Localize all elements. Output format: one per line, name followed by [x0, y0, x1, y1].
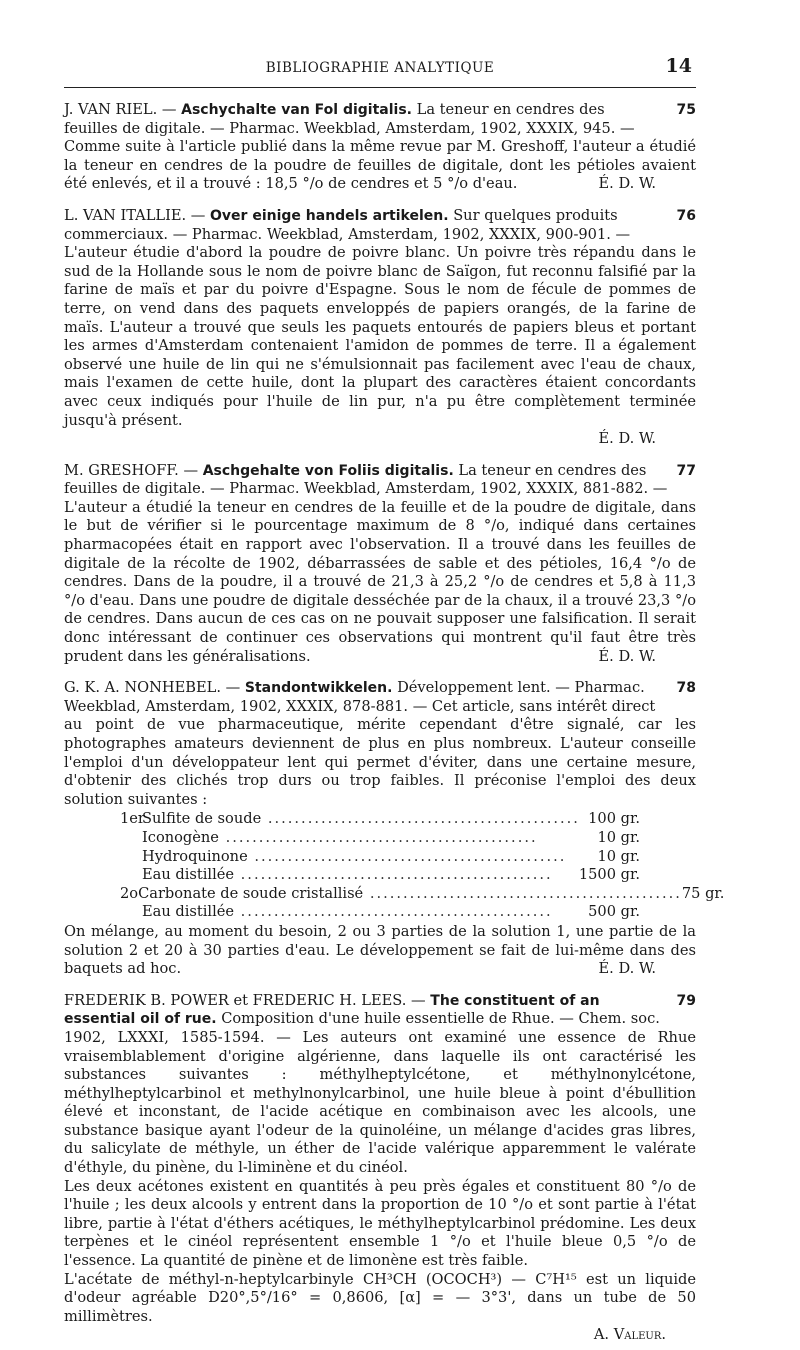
- entry-title: Over einige handels artikelen.: [210, 207, 449, 224]
- entry-76: [64, 207, 696, 449]
- entry-number: 75: [676, 102, 696, 118]
- running-title: BIBLIOGRAPHIE ANALYTIQUE: [265, 60, 495, 76]
- recipe-label: Eau distillée: [142, 903, 235, 921]
- entry-text: Weekblad, Amsterdam, 1902, XXXIX, 878-881. — Cet article, sans intérêt direct: [64, 697, 656, 715]
- recipe-label: Carbonate de soude cristallisé: [138, 884, 364, 902]
- leader-dots: ...............................................: [234, 903, 553, 921]
- entry-author: M. GRESHOFF. —: [64, 461, 199, 479]
- entry-78: [64, 679, 725, 979]
- recipe-prefix: [120, 866, 142, 885]
- page: [64, 55, 725, 1345]
- entry-title: Aschychalte van Fol digitalis.: [181, 102, 412, 118]
- recipe-row: [120, 810, 640, 829]
- entry-author: G. K. A. NONHEBEL. —: [64, 679, 241, 697]
- recipe-amount: 10 gr.: [597, 828, 640, 846]
- entry-heading-rest: Composition d'une huile essentielle de Rhue. — Chem. soc.: [221, 1010, 660, 1028]
- entry-text: commerciaux. — Pharmac. Weekblad, Amsterdam, 1902, XXXIX, 900-901. —: [64, 225, 631, 243]
- entry-number: 77: [676, 462, 696, 479]
- entry-text: On mélange, au moment du besoin, 2 ou 3 parties de la solution 1, une partie de la solution 2 et 20 à 30 parties d'eau. Le développement se fait de lui-même dans des baquets ad hoc.: [64, 922, 696, 978]
- recipe-row: [120, 829, 640, 848]
- recipe-amount: 500 gr.: [588, 903, 640, 921]
- recipe-label: Hydroquinone: [142, 847, 248, 865]
- recipe-prefix: [120, 903, 142, 922]
- entry-text: feuilles de digitale. — Pharmac. Weekblad, Amsterdam, 1902, XXXIX, 945. —: [64, 119, 635, 137]
- leader-dots: ...............................................: [218, 828, 538, 846]
- entry-author: J. VAN RIEL. —: [64, 101, 177, 118]
- entry-heading: [64, 992, 696, 1011]
- entry-heading: [64, 462, 696, 481]
- entry-heading-rest: Sur quelques produits: [453, 206, 618, 224]
- entry-heading: [64, 679, 696, 698]
- entry-signature: É. D. W.: [598, 175, 656, 193]
- entry-signature: É. D. W.: [598, 647, 656, 665]
- entry-title: Aschgehalte von Foliis digitalis.: [202, 462, 454, 479]
- recipe-prefix: 2o: [120, 884, 139, 902]
- recipe-amount: 75 gr.: [681, 884, 725, 902]
- leader-dots: ...............................................: [234, 866, 553, 884]
- entry-title-continued: essential oil of rue.: [64, 1011, 217, 1028]
- leader-dots: ...............................................: [261, 810, 580, 828]
- entry-79: [64, 992, 696, 1345]
- entry-77: [64, 462, 696, 667]
- recipe-table: [120, 810, 725, 922]
- running-header: [64, 55, 696, 80]
- entry-number: 78: [676, 680, 696, 697]
- entry-text: L'auteur a étudié la teneur en cendres de la feuille et de la poudre de digitale, dans le but de vérifier si le pourcentage maximum de 8 °/o, indiqué dans certaines pharmacopées était en rapport avec l'observation. Il a trouvé dans les feuilles de digitale de la récolte de 1902, débarrassées de sable et des pétioles, 16,4 °/o de cendres. Dans de la poudre, il a trouvé de 21,3 à 25,2 °/o de cendres et 5,8 à 11,3 °/o d'eau. Dans une poudre de digitale desséchée par de la chaux, il a trouvé 23,3 °/o de cendres. Dans aucun de ces cas on ne pouvait supposer une falsification. Il serait donc intéressant de continuer ces observations qui montrent qu'il faut être très prudent dans les généralisations.: [64, 498, 696, 665]
- recipe-label: Iconogène: [142, 828, 219, 846]
- entry-heading: [64, 101, 696, 120]
- recipe-prefix: [120, 848, 142, 867]
- header-rule: [64, 87, 696, 88]
- recipe-row: [120, 848, 640, 867]
- entry-title: The constituent of an: [430, 992, 600, 1009]
- recipe-amount: 100 gr.: [588, 810, 640, 828]
- recipe-amount: 1500 gr.: [578, 866, 640, 884]
- recipe-row: [120, 903, 640, 922]
- recipe-row: [120, 866, 640, 885]
- recipe-label: Sulfite de soude: [142, 810, 262, 828]
- entry-heading-rest: La teneur en cendres des: [416, 101, 605, 118]
- entry-heading-rest: La teneur en cendres des: [458, 461, 647, 479]
- leader-dots: ...............................................: [247, 847, 567, 865]
- entry-text: L'acétate de méthyl-n-heptylcarbinyle CH³CH (OCOCH³) — C⁷H¹⁵ est un liquide d'odeur agréable D20°,5°/16° = 0,8606, [α] = — 3°3', dans un tube de 50 millimètres.: [64, 1270, 696, 1325]
- entry-heading-rest: Développement lent. — Pharmac.: [397, 679, 645, 697]
- recipe-label: Eau distillée: [142, 866, 235, 884]
- entry-signature: A. Valeur.: [593, 1326, 666, 1344]
- entry-signature: É. D. W.: [598, 430, 656, 448]
- entry-text: feuilles de digitale. — Pharmac. Weekblad, Amsterdam, 1902, XXXIX, 881-882. —: [64, 480, 668, 498]
- entry-75: [64, 101, 696, 194]
- entry-heading: [64, 207, 696, 226]
- page-number: 14: [665, 55, 692, 77]
- entry-text: Comme suite à l'article publié dans la même revue par M. Greshoff, l'auteur a étudié la teneur en cendres de la poudre de feuilles de digitale, dont les pétioles avaient été enlevés, et il a trouvé : 18,5 °/o de cendres et 5 °/o d'eau.: [64, 138, 696, 193]
- entry-text: au point de vue pharmaceutique, mérite cependant d'être signalé, car les photographes amateurs deviennent de plus en plus nombreux. L'auteur conseille l'emploi d'un développateur lent qui permet d'éviter, dans une certaine mesure, d'obtenir des clichés trop durs ou trop faibles. Il préconise l'emploi des deux solution suivantes :: [64, 716, 696, 808]
- entry-text: 1902, LXXXI, 1585-1594. — Les auteurs ont examiné une essence de Rhue vraisemblablement d'origine algérienne, dans laquelle ils ont caractérisé les substances suivantes : méthylheptylcétone, et méthylnonylcétone, méthylheptylcarbinol et methylnonylcarbinol, une huile bleue à point d'ébullition élevé et inconstant, de l'acide acétique en combinaison avec les alcools, une substance basique ayant l'odeur de la quinoléine, un mélange d'acides gras libres, du salicylate de méthyle, un éther de l'acide valérique apparemment le valérate d'éthyle, du pinène, du l-liminène et du cinéol.: [64, 1028, 696, 1177]
- entry-text: L'auteur étudie d'abord la poudre de poivre blanc. Un poivre très répandu dans le sud de la Hollande sous le nom de poivre blanc de Saïgon, fut reconnu falsifié par la farine de maïs et par du poivre d'Espagne. Sous le nom de fécule de pommes de terre, on vend dans des paquets enveloppés de papiers orangés, de la farine de maïs. L'auteur a trouvé que seuls les paquets entourés de papiers bleus et portant les armes d'Amsterdam contenaient l'amidon de pommes de terre. Il a également observé une huile de lin qui ne s'émulsionnait pas facilement avec l'eau de chaux, mais l'examen de cette huile, dont la plupart des caractères étaient concordants avec ceux indiqués pour l'huile de lin pur, n'a pu être complètement terminée jusqu'à présent.: [64, 244, 696, 429]
- entry-number: 76: [676, 207, 696, 224]
- entry-signature: É. D. W.: [598, 960, 656, 978]
- entry-author: L. VAN ITALLIE. —: [64, 206, 206, 224]
- recipe-prefix: 1er: [120, 810, 145, 828]
- entry-title: Standontwikkelen.: [244, 680, 393, 697]
- entry-author: FREDERIK B. POWER et FREDERIC H. LEES. —: [64, 991, 426, 1009]
- leader-dots: ...............................................: [363, 884, 682, 902]
- entry-number: 79: [676, 992, 696, 1009]
- recipe-prefix: [120, 829, 142, 848]
- recipe-row: [120, 884, 725, 904]
- recipe-amount: 10 gr.: [597, 847, 640, 865]
- entry-text: Les deux acétones existent en quantités à peu près égales et constituent 80 °/o de l'huile ; les deux alcools y entrent dans la proportion de 10 °/o et sont partie à l'état libre, partie à l'état d'éthers acétiques, le méthylheptylcarbinol prédomine. Les deux terpènes et le cinéol représentent ensemble 1 °/o et l'huile bleue 0,5 °/o de l'essence. La quantité de pinène et de limonène est très faible.: [64, 1177, 696, 1270]
